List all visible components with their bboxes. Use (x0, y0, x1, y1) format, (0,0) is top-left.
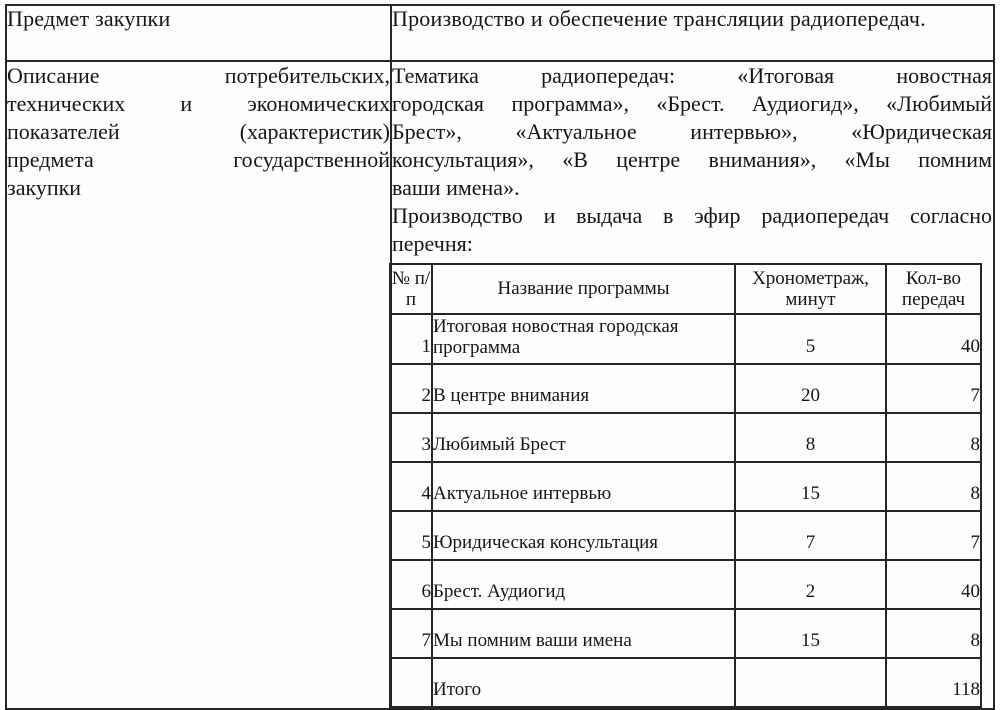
program-schedule-table (389, 263, 982, 708)
table-row (390, 560, 981, 609)
description-label (7, 62, 390, 202)
description-value-cell (391, 61, 994, 709)
row-num: 6 (390, 560, 432, 609)
row-duration: 15 (735, 609, 886, 658)
row-duration: 2 (735, 560, 886, 609)
row-name: Мы помним ваши имена (432, 609, 735, 658)
table-row (390, 511, 981, 560)
description-line: закупки (7, 175, 82, 200)
row-num: 4 (390, 462, 432, 511)
total-count: 118 (886, 658, 981, 707)
row-duration: 7 (735, 511, 886, 560)
subject-row (6, 5, 994, 61)
procurement-details-table (5, 4, 995, 710)
topics-paragraph (392, 62, 992, 202)
empty-cell (735, 658, 886, 707)
row-num: 5 (390, 511, 432, 560)
topics-line: консультация», «В центре внимания», «Мы помним (392, 147, 992, 172)
row-count: 7 (886, 364, 981, 413)
row-num: 7 (390, 609, 432, 658)
row-duration: 20 (735, 364, 886, 413)
row-duration: 5 (735, 314, 886, 364)
row-count: 8 (886, 609, 981, 658)
row-name: Итоговая новостная городская программа (432, 314, 735, 364)
description-line: предмета государственной (7, 147, 390, 172)
row-name: Актуальное интервью (432, 462, 735, 511)
row-num: 3 (390, 413, 432, 462)
row-name: Брест. Аудиогид (432, 560, 735, 609)
column-header-count: Кол-во передач (886, 264, 981, 314)
subject-value: Производство и обеспечение трансляции радиопередач. (392, 6, 926, 31)
subject-label-cell (6, 5, 391, 61)
subject-label: Предмет закупки (7, 6, 171, 31)
row-name: В центре внимания (432, 364, 735, 413)
row-num: 1 (390, 314, 432, 364)
description-row (6, 61, 994, 709)
row-num: 2 (390, 364, 432, 413)
subject-value-cell (391, 5, 994, 61)
table-row (390, 364, 981, 413)
intro-paragraph (392, 202, 992, 258)
description-line: показателей (характеристик) (7, 119, 390, 144)
intro-line: Производство и выдача в эфир радиопередач согласно (392, 203, 992, 228)
description-line: Описание потребительских, (7, 63, 390, 88)
column-header-name: Название программы (432, 264, 735, 314)
table-row (390, 314, 981, 364)
table-row (390, 609, 981, 658)
total-label: Итого (432, 658, 735, 707)
row-duration: 15 (735, 462, 886, 511)
empty-cell (390, 658, 432, 707)
row-name: Любимый Брест (432, 413, 735, 462)
row-count: 7 (886, 511, 981, 560)
description-line: технических и экономических (7, 91, 390, 116)
topics-line: городская программа», «Брест. Аудиогид», «Любимый (392, 91, 992, 116)
intro-line: перечня: (392, 231, 473, 256)
row-count: 40 (886, 560, 981, 609)
column-header-num: № п/п (390, 264, 432, 314)
topics-line: ваши имена». (392, 175, 520, 200)
row-count: 40 (886, 314, 981, 364)
row-name: Юридическая консультация (432, 511, 735, 560)
topics-line: Брест», «Актуальное интервью», «Юридическая (392, 119, 992, 144)
row-count: 8 (886, 413, 981, 462)
column-header-duration: Хронометраж, минут (735, 264, 886, 314)
schedule-header-row (390, 264, 981, 314)
description-label-cell (6, 61, 391, 709)
table-row (390, 413, 981, 462)
total-row (390, 658, 981, 707)
row-duration: 8 (735, 413, 886, 462)
row-count: 8 (886, 462, 981, 511)
topics-line: Тематика радиопередач: «Итоговая новостная (392, 63, 992, 88)
table-row (390, 462, 981, 511)
